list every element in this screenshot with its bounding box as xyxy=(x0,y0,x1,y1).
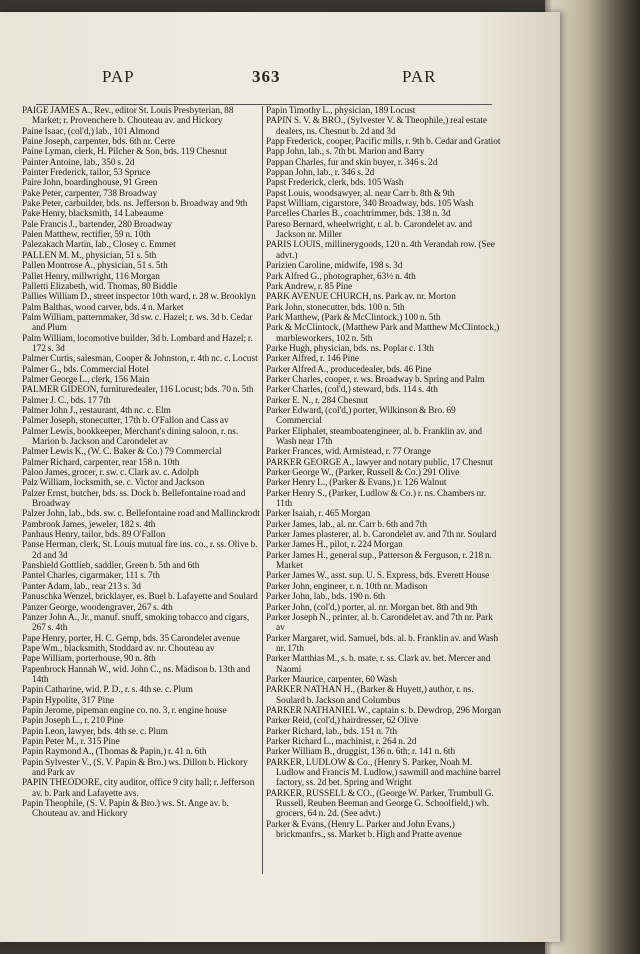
directory-entry: PAIGE JAMES A., Rev., editor St. Louis Presbyterian, 88 Market; r. Provenchere b. Chouteau av. and Hickory xyxy=(22,106,234,127)
directory-entry: PALMER GIDEON, furnituredealer, 116 Locust; bds. 70 n. 5th xyxy=(22,385,254,396)
directory-entry: PARIS LOUIS, millinerygoods, 120 n. 4th Verandah row. (See advt.) xyxy=(266,240,495,261)
directory-entry: Panzer John A., Jr., manuf. snuff, smoking tobacco and cigars, 267 s. 4th xyxy=(22,612,250,634)
directory-entry: PARKER GEORGE A., lawyer and notary public, 17 Chesnut xyxy=(266,457,493,468)
directory-entry: Papin Theophile, (S. V. Papin & Bro.) ws. St. Ange av. b. Chouteau av. and Hickory xyxy=(22,799,229,820)
directory-entry: Park Andrew, r. 85 Pine xyxy=(266,281,353,292)
directory-entry: Palmer Lewis K., (W. C. Baker & Co.) 79 Commercial xyxy=(22,447,222,458)
directory-entry: Pape Henry, porter, H. C. Gemp, bds. 35 Carondelet avenue xyxy=(22,633,240,644)
directory-entry: Parker William B., druggist, 136 n. 6th; r. 141 n. 6th xyxy=(266,747,456,758)
directory-entry: Pallet Henry, millwright, 116 Morgan xyxy=(22,271,160,282)
directory-entry: Parker Henry L., (Parker & Evans,) r. 126 Walnut xyxy=(266,478,447,489)
directory-entry: Parker John, lab., bds. 190 n. 6th xyxy=(266,592,386,603)
directory-entry: PALLEN M. M., physician, 51 s. 5th xyxy=(22,250,157,261)
directory-entry: Pake Peter, carbuilder, bds. ns. Jefferson b. Broadway and 9th xyxy=(22,199,248,210)
page-number: 363 xyxy=(252,67,281,86)
directory-entry: Papp John, lab., s. 7th bt. Marion and Barry xyxy=(266,147,425,158)
directory-entry: PARKER, RUSSELL & CO., (George W. Parker, Trumbull G. Russell, Reuben Beeman and George G. Schoolfield,) wh. grocers, 64 n. 2d. (See advt.) xyxy=(266,788,494,820)
directory-entry: Paire John, boardinghouse, 91 Green xyxy=(22,178,158,189)
directory-entry: Papin Timothy L., physician, 189 Locust xyxy=(266,106,416,116)
directory-entry: Palmer George L., clerk, 156 Main xyxy=(22,374,150,385)
directory-entry: Parker Henry S., (Parker, Ludlow & Co.) r. ns. Chambers nr. 11th xyxy=(266,488,487,510)
directory-entry: Parker Reid, (col'd,) hairdresser, 62 Olive xyxy=(266,716,419,727)
directory-entry: Parcelles Charles B., coachtrimmer, bds. 138 n. 3d xyxy=(266,209,451,220)
directory-entry: Palletti Elizabeth, wid. Thomas, 80 Biddle xyxy=(22,281,178,292)
directory-entry: Paine Isaac, (col'd,) lab., 101 Almond xyxy=(22,126,160,137)
directory-entry: Papst Frederick, clerk, bds. 105 Wash xyxy=(266,178,404,189)
directory-entry: Painter Frederick, tailor, 53 Spruce xyxy=(22,168,151,179)
directory-entry: Parker Richard L., machinist, r. 264 n. 2d xyxy=(266,736,417,747)
directory-entry: Palz William, locksmith, se. c. Victor and Jackson xyxy=(22,478,205,489)
directory-entry: Palm Balthas, wood carver, bds. 4 n. Market xyxy=(22,302,184,313)
directory-entry: Palmer John J., restaurant, 4th nc. c. Elm xyxy=(22,405,171,416)
directory-entry: PAPIN S. V. & BRO., (Sylvester V. & Theophile,) real estate dealers, ns. Chesnut b. 2d and 3d xyxy=(266,116,488,137)
directory-entry: Palzer John, lab., bds. sw. c. Bellefontaine road and Mallinckrodt xyxy=(22,509,260,520)
directory-entry: Palmer Lewis, bookkeeper, Merchant's dining saloon, r. ns. Marion b. Jackson and Carondelet av xyxy=(22,426,239,447)
directory-entry: Papenbrock Hannah W., wid. John C., ns. Madison b. 13th and 14th xyxy=(22,664,251,685)
directory-entry: Palm William, patternmaker, 3d sw. c. Hazel; r. ws. 3d b. Cedar and Plum xyxy=(22,312,253,334)
directory-entry: Panuschka Wenzel, bricklayer, es. Buel b. Lafayette and Soulard xyxy=(22,592,258,603)
directory-entry: Panshield Gottlieb, saddler, Green b. 5th and 6th xyxy=(22,561,200,572)
directory-entry: PAPIN THEODORE, city auditor, office 9 city hall; r. Jefferson av. b. Park and Lafayette avs. xyxy=(22,778,255,799)
directory-entry: Parker & Evans, (Henry L. Parker and John Evans,) brickmanfrs., ss. Market b. High and Pratte avenue xyxy=(266,819,462,841)
directory-entry: Palzer Ernst, butcher, bds. ss. Dock b. Bellefontaine road and Broadway xyxy=(22,488,246,510)
directory-entry: Papst William, cigarstore, 340 Broadway, bds. 105 Wash xyxy=(266,199,474,210)
directory-entry: Pambrook James, jeweler, 182 s. 4th xyxy=(22,519,156,530)
page-header xyxy=(100,67,540,95)
directory-entry: Panzer George, woodengraver, 267 s. 4th xyxy=(22,602,173,613)
directory-entry: Panhaus Henry, tailor, bds. 89 O'Fallon xyxy=(22,530,166,541)
directory-entry: Parker James plasterer, al. b. Carondelet av. and 7th nr. Soulard xyxy=(266,530,497,541)
directory-entry: Palen Matthew, rectifier, 59 n. 10th xyxy=(22,230,151,241)
directory-entry: Parker Isaiah, r. 465 Morgan xyxy=(266,509,371,520)
directory-entry: Parker Frances, wid. Armistead, r. 77 Orange xyxy=(266,447,431,458)
directory-entry: Parker Edward, (col'd,) porter, Wilkinson & Bro. 69 Commercial xyxy=(266,405,456,427)
directory-entry: PARKER, LUDLOW & Co., (Henry S. Parker, Noah M. Ludlow and Francis M. Ludlow,) sawmill and machine barrel factory, ss. 2d bet. Spring and Wright xyxy=(266,757,501,789)
directory-entry: Panter Adam, lab., rear 213 s. 3d xyxy=(22,581,141,592)
directory-entry: Papin Jerome, pipeman engine co. no. 3, r. engine house xyxy=(22,705,227,716)
directory-entry: Parker John, (col'd,) porter, al. nr. Morgan bet. 8th and 9th xyxy=(266,602,478,613)
directory-page xyxy=(0,12,560,942)
directory-entry: Palmer J. C., bds. 17 7th xyxy=(22,395,111,406)
directory-entry: Pareso Bernard, wheelwright, r. al. b. Carondelet av. and Jackson nr. Miller xyxy=(266,219,473,241)
directory-entry: Pappan Charles, fur and skin buyer, r. 346 s. 2d xyxy=(266,157,438,168)
directory-entry: Parker Margaret, wid. Samuel, bds. al. b. Franklin av. and Wash nr. 17th xyxy=(266,633,499,654)
right-column xyxy=(266,106,502,840)
directory-entry: Papin Hypolite, 317 Pine xyxy=(22,695,114,706)
directory-entry: Paine Joseph, carpenter, bds. 6th nr. Cerre xyxy=(22,137,176,148)
directory-entry: Parker Alfred A., producedealer, bds. 46 Pine xyxy=(266,364,432,375)
directory-entry: Parker Charles, (col'd,) steward, bds. 114 s. 4th xyxy=(266,385,438,396)
column-divider xyxy=(262,106,263,874)
directory-entry: Pantel Charles, cigarmaker, 111 s. 7th xyxy=(22,571,160,582)
directory-entry: Parker James, lab., al. nr. Carr b. 6th and 7th xyxy=(266,519,427,530)
left-column xyxy=(22,106,262,820)
directory-entry: Papin Catharine, wid. P. D., r. s. 4th se. c. Plum xyxy=(22,685,193,696)
directory-entry: Pake Peter, carpenter, 738 Broadway xyxy=(22,188,158,199)
header-rule xyxy=(36,104,492,105)
directory-entry: Papp Frederick, cooper, Pacific mills, r. 9th b. Cedar and Gratiot xyxy=(266,137,501,148)
directory-entry: Palezakach Martin, lab., Closey c. Emmet xyxy=(22,240,176,251)
directory-entry: Panse Herman, clerk, St. Louis mutual fire ins. co., r. ss. Olive b. 2d and 3d xyxy=(22,540,258,561)
directory-entry: Park Alfred G., photographer, 63½ n. 4th xyxy=(266,271,416,282)
directory-entry: Parker Richard, lab., bds. 151 n. 7th xyxy=(266,726,398,737)
directory-entry: Paine Lyman, clerk, H. Pilcher & Son, bds. 119 Chesnut xyxy=(22,147,227,158)
directory-entry: Palmer G., bds. Commercial Hotel xyxy=(22,364,149,375)
directory-entry: Pappan John, lab., r. 346 s. 2d xyxy=(266,168,375,179)
directory-entry: Palmer Joseph, stonecutter, 17th b. O'Fallon and Cass av xyxy=(22,416,229,427)
directory-entry: Parker Joseph N., printer, al. b. Carondelet av. and 7th nr. Park av xyxy=(266,612,493,634)
directory-entry: Parker Eliphalet, steamboatengineer, al. b. Franklin av. and Wash near 17th xyxy=(266,426,482,447)
directory-entry: Palmer Richard, carpenter, rear 158 n. 10th xyxy=(22,457,180,468)
directory-entry: PARKER NATHAN H., (Barker & Huyett,) author, r. ns. Soulard b. Jackson and Columbus xyxy=(266,685,474,706)
directory-entry: Palm William, locomotive builder, 3d b. Lombard and Hazel; r. 172 s. 3d xyxy=(22,333,253,354)
directory-entry: Papin Joseph L., r. 210 Pine xyxy=(22,716,124,727)
directory-entry: Palmer Curtis, salesman, Cooper & Johnston, r. 4th nc. c. Locust xyxy=(22,354,258,365)
directory-entry: Park & McClintock, (Matthew Park and Matthew McClintock,) marbleworkers, 102 n. 5th xyxy=(266,323,500,344)
directory-entry: Papin Leon, lawyer, bds. 4th se. c. Plum xyxy=(22,726,168,737)
header-right-guide: PAR xyxy=(402,67,437,86)
directory-entry: Parker Charles, cooper, r. ws. Broadway b. Spring and Palm xyxy=(266,374,485,385)
directory-entry: PARKER NATHANIEL W., captain s. b. Dewdrop, 296 Morgan xyxy=(266,705,502,716)
directory-entry: Parker Alfred, r. 146 Pine xyxy=(266,354,360,365)
directory-entry: Park Matthew, (Park & McClintock,) 100 n. 5th xyxy=(266,312,441,323)
directory-entry: Pale Francis J., bartender, 280 Broadway xyxy=(22,219,172,230)
directory-entry: Parker George W., (Parker, Russell & Co.) 291 Olive xyxy=(266,468,460,479)
directory-entry: Parker John, engineer, r. n. 10th nr. Madison xyxy=(266,581,428,592)
directory-entry: Pape Wm., blacksmith, Stoddard av. nr. Chouteau av xyxy=(22,643,215,654)
directory-entry: Paloo James, grocer, r. sw. c. Clark av. c. Adolph xyxy=(22,468,199,479)
directory-entry: Parker James W., asst. sup. U. S. Express, bds. Everett House xyxy=(266,571,490,582)
directory-entry: Papin Sylvester V., (S. V. Papin & Bro.) ws. Dillon b. Hickory and Park av xyxy=(22,757,248,778)
directory-entry: Pape William, porterhouse, 90 n. 8th xyxy=(22,654,156,665)
directory-entry: Parke Hugh, physician, bds. ns. Poplar c. 13th xyxy=(266,343,434,354)
directory-entry: Parker Matthias M., s. b. mate, r. ss. Clark av. bet. Mercer and Naomi xyxy=(266,654,491,675)
directory-entry: Park John, stonecutter, bds. 100 n. 5th xyxy=(266,302,405,313)
directory-entry: Pake Henry, blacksmith, 14 Labeaume xyxy=(22,209,164,220)
header-left-guide: PAP xyxy=(102,67,135,86)
directory-entry: Papin Raymond A., (Thomas & Papin,) r. 41 n. 6th xyxy=(22,747,207,758)
directory-entry: Pallen Montrose A., physician, 51 s. 5th xyxy=(22,261,168,272)
directory-entry: Papst Louis, woodsawyer, al. near Carr b. 8th & 9th xyxy=(266,188,455,199)
directory-entry: Parker James H., pilot, r. 224 Morgan xyxy=(266,540,403,551)
directory-entry: Parker James H., general sup., Patterson & Ferguson, r. 218 n. Market xyxy=(266,550,492,572)
directory-entry: Painter Antoine, lab., 350 s. 2d xyxy=(22,157,135,168)
directory-entry: PARK AVENUE CHURCH, ns. Park av. nr. Morton xyxy=(266,292,456,303)
directory-entry: Parizien Caroline, midwife, 198 s. 3d xyxy=(266,261,403,272)
directory-entry: Parker E. N., r. 284 Chesnut xyxy=(266,395,369,406)
directory-entry: Parker Maurice, carpenter, 60 Wash xyxy=(266,674,397,685)
directory-entry: Pallies William D., street inspector 10th ward, r. 28 w. Brooklyn xyxy=(22,292,256,303)
directory-entry: Papin Peter M., r. 315 Pine xyxy=(22,736,120,747)
